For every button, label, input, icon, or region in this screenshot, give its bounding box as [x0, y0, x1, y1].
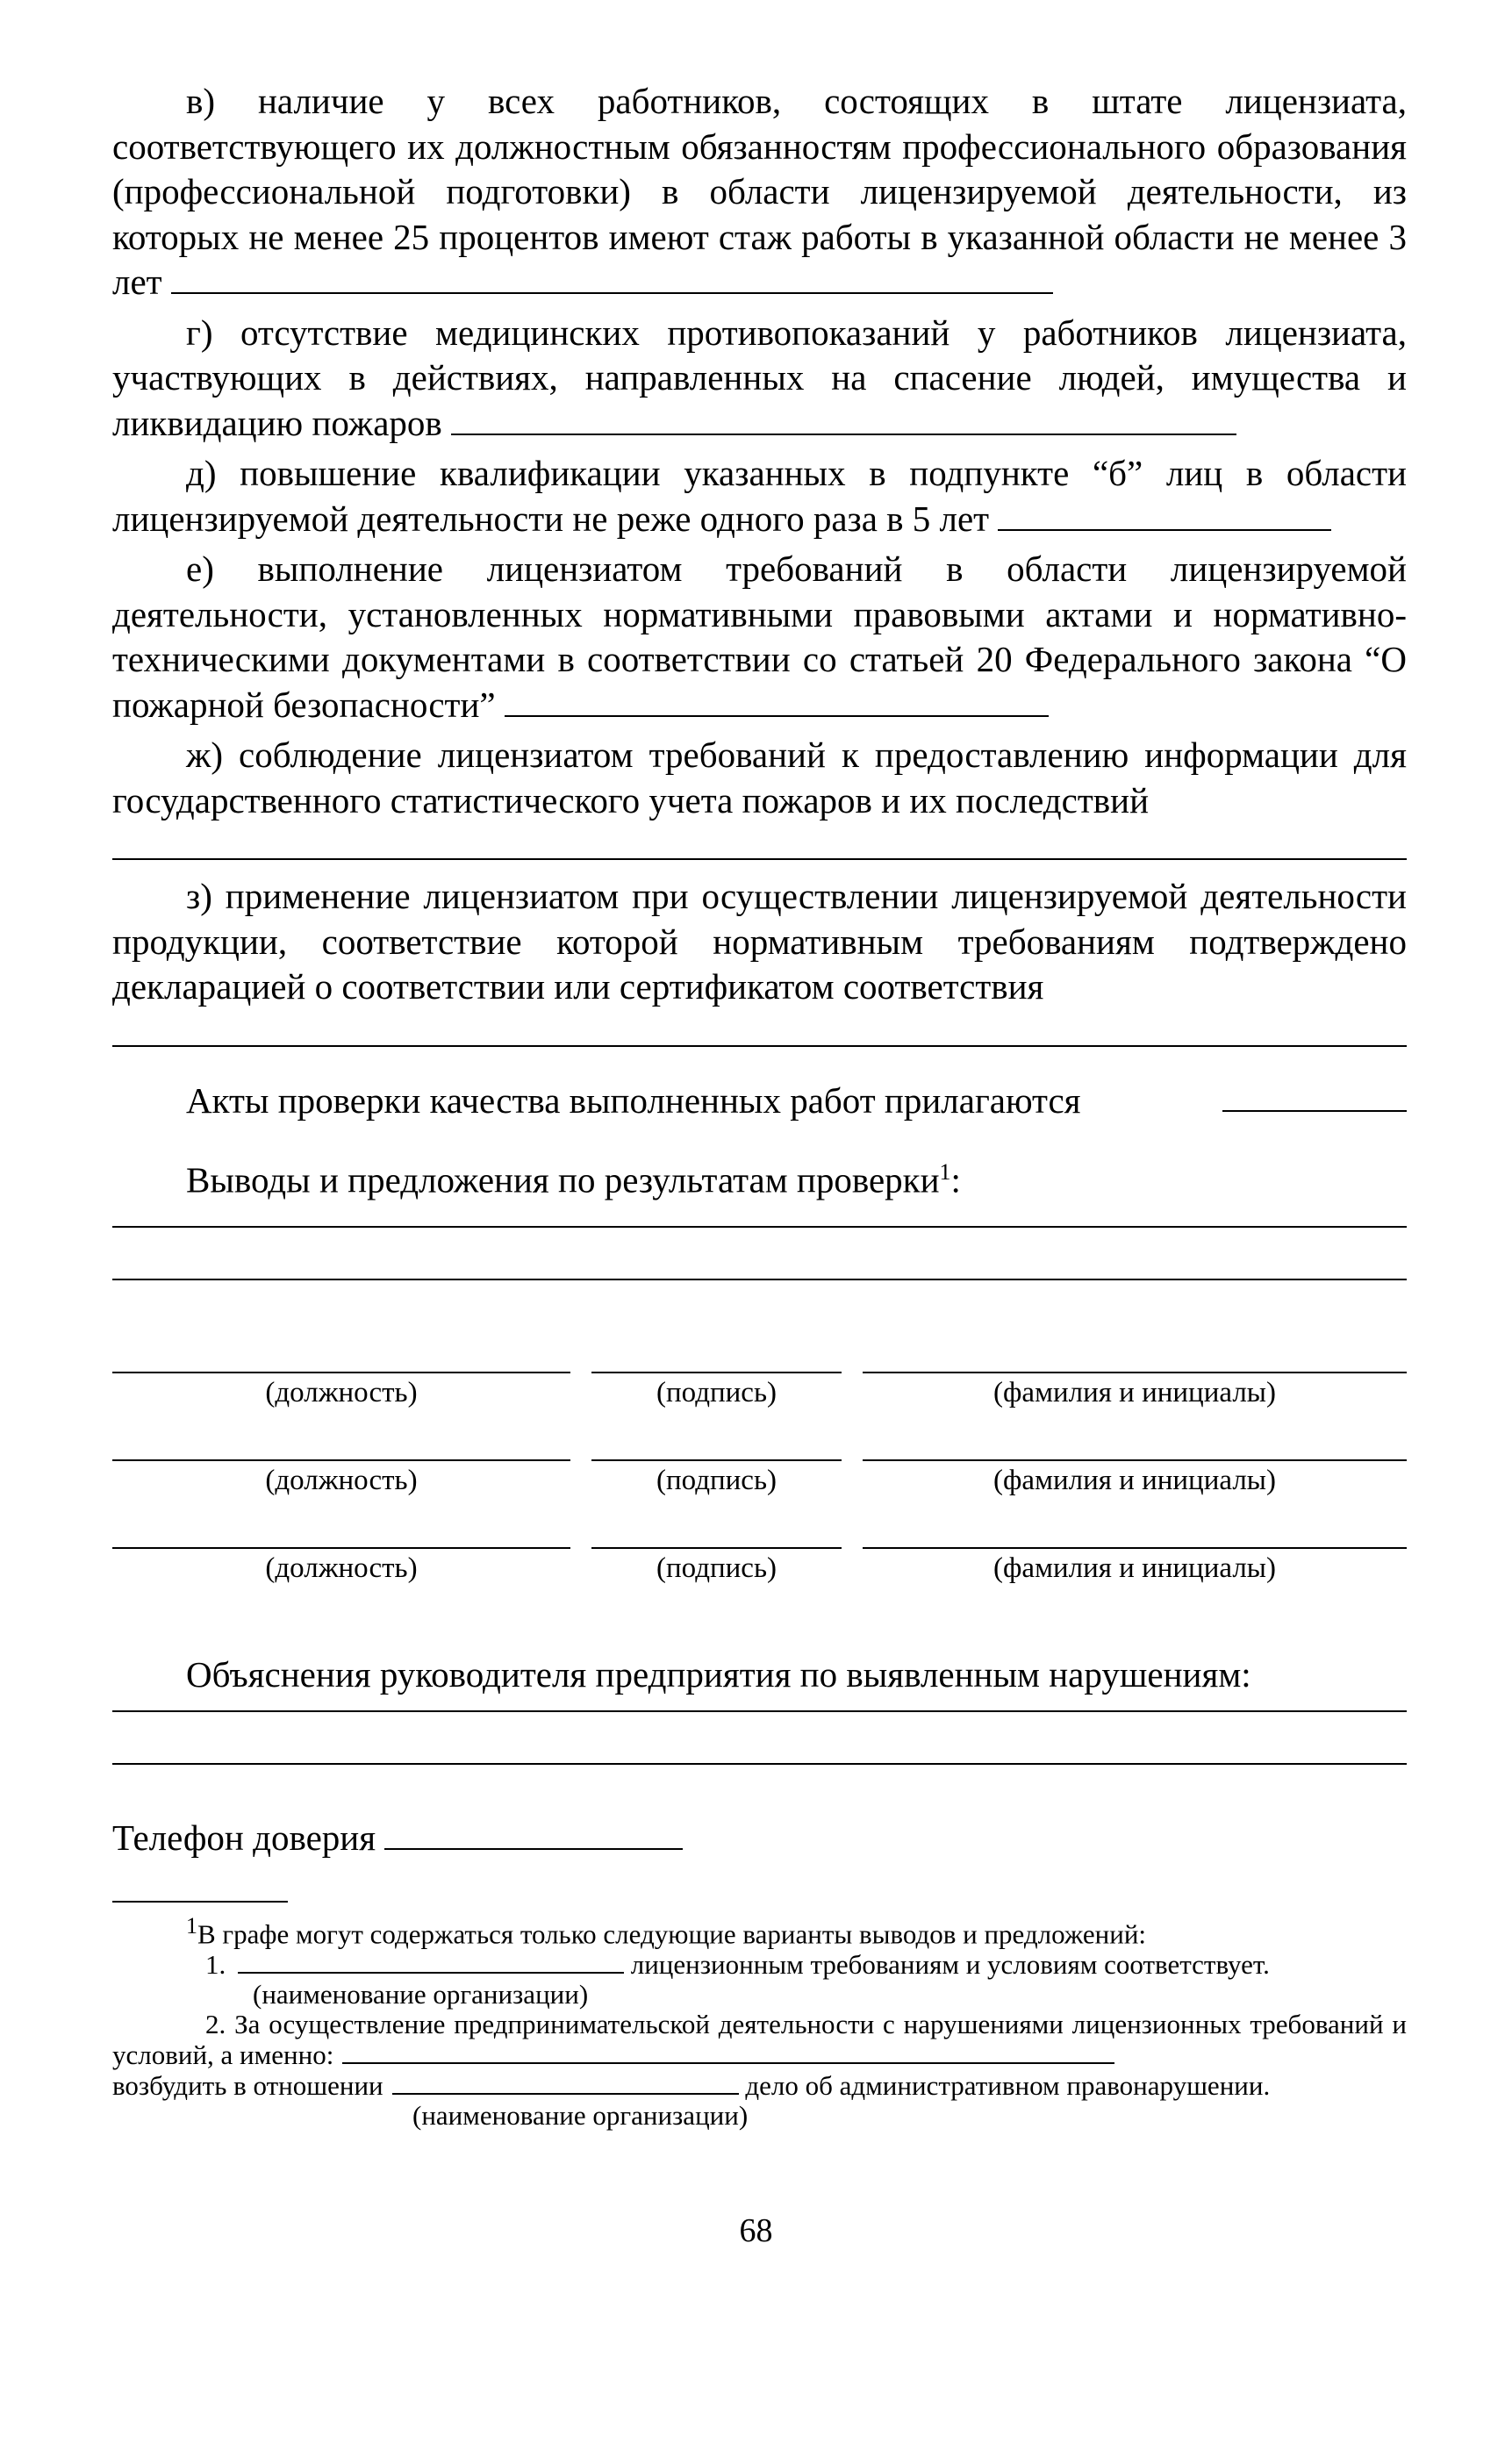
footnote-intro	[112, 1911, 1407, 1949]
item-g	[112, 311, 1407, 447]
signature-row-1	[112, 1372, 1407, 1459]
item-v	[112, 79, 1407, 305]
signature-line[interactable]	[591, 1372, 842, 1373]
footnote-mark: 1	[186, 1912, 197, 1939]
item-z	[112, 874, 1407, 1010]
footnote-violations-fill-line[interactable]	[342, 2039, 1114, 2064]
name-line[interactable]	[863, 1547, 1407, 1549]
footnote-intro-text: В графе могут содержаться только следующие варианты выводов и предложений:	[197, 1917, 1147, 1949]
trust-phone-row	[112, 1816, 1407, 1860]
footnote-item-2-line-b	[112, 2070, 1407, 2101]
footnote-org-fill-line-2[interactable]	[392, 2070, 739, 2095]
item-e-fill-line[interactable]	[505, 684, 1049, 717]
item-v-fill-line[interactable]	[171, 261, 1053, 294]
explanations-label: Объяснения руководителя предприятия по выявленным нарушениям:	[186, 1654, 1251, 1695]
name-caption: (фамилия и инициалы)	[993, 1552, 1276, 1585]
footnote-item-2-prefix: возбудить в отношении	[112, 2069, 383, 2101]
signature-row-3	[112, 1547, 1407, 1635]
item-d-fill-line[interactable]	[998, 498, 1331, 531]
position-caption: (должность)	[265, 1552, 418, 1585]
signature-caption: (подпись)	[656, 1377, 777, 1409]
footnote-item-2	[112, 2010, 1407, 2070]
item-e-text: е) выполнение лицензиатом требований в области лицензируемой деятельности, установленных нормативными правовыми актами и нормативно-техническими документами в соответствии со статьей 20 Федерального закона “О пожарной безопасности”	[112, 548, 1407, 725]
item-zh-fill-line[interactable]	[112, 858, 1407, 860]
explanations-line-1[interactable]	[112, 1710, 1407, 1712]
item-d	[112, 451, 1407, 541]
item-d-text: д) повышение квалификации указанных в подпункте “б” лиц в области лицензируемой деятельности не реже одного раза в 5 лет	[112, 453, 1407, 539]
position-line[interactable]	[112, 1547, 570, 1549]
footnote-mark: 1	[939, 1159, 951, 1185]
name-caption: (фамилия и инициалы)	[993, 1377, 1276, 1409]
position-caption: (должность)	[265, 1377, 418, 1409]
signature-line[interactable]	[591, 1459, 842, 1461]
footnote-org-caption-2: (наименование организации)	[412, 2099, 749, 2131]
document-page	[112, 79, 1407, 2131]
signature-caption: (подпись)	[656, 1552, 777, 1585]
trust-phone-fill-line[interactable]	[384, 1817, 683, 1850]
explanations-line-2[interactable]	[112, 1763, 1407, 1765]
footnote-item-1	[112, 1949, 1407, 1980]
trust-phone-label: Телефон доверия	[112, 1817, 376, 1858]
footnote-item-2-suffix: дело об административном правонарушении.	[745, 2069, 1271, 2101]
item-v-text: в) наличие у всех работников, состоящих в штате лицензиата, соответствующего их должностным обязанностям профессионального образования (профессиональной подготовки) в области лицензируемой деятельности, из которых не менее 25 процентов имеют стаж работы в указанной области не менее 3 лет	[112, 81, 1407, 302]
item-g-text: г) отсутствие медицинских противопоказаний у работников лицензиата, участвующих в действиях, направленных на спасение людей, имущества и ликвидацию пожаров	[112, 312, 1407, 443]
footnote-org-fill-line[interactable]	[238, 1949, 624, 1974]
item-z-text: з) применение лицензиатом при осуществлении лицензируемой деятельности продукции, соответствие которой нормативным требованиям подтверждено декларацией о соответствии или сертификатом соответствия	[112, 876, 1407, 1007]
item-g-fill-line[interactable]	[451, 402, 1236, 435]
signature-caption: (подпись)	[656, 1465, 777, 1497]
conclusions-row: Выводы и предложения по результатам проверки$^1$:	[186, 1159, 961, 1200]
item-z-fill-line[interactable]	[112, 1045, 1407, 1047]
footnote-org-caption-1: (наименование организации)	[253, 1978, 589, 2010]
conclusions-line-1[interactable]	[112, 1226, 1407, 1228]
position-line[interactable]	[112, 1459, 570, 1461]
acts-row	[112, 1079, 1407, 1124]
footnote-item-2-text: 2. За осуществление предпринимательской деятельности с нарушениями лицензионных требований и условий, а именно:	[112, 2008, 1407, 2070]
signature-line[interactable]	[591, 1547, 842, 1549]
item-zh	[112, 733, 1407, 823]
name-caption: (фамилия и инициалы)	[993, 1465, 1276, 1497]
position-line[interactable]	[112, 1372, 570, 1373]
acts-fill-line[interactable]	[1222, 1079, 1407, 1112]
position-caption: (должность)	[265, 1465, 418, 1497]
footnote-item-1-text: лицензионным требованиям и условиям соответствует.	[630, 1948, 1270, 1980]
footnote-item-1-number: 1.	[205, 1948, 226, 1980]
name-line[interactable]	[863, 1459, 1407, 1461]
conclusions-label: Выводы и предложения по результатам проверки	[186, 1159, 940, 1200]
name-line[interactable]	[863, 1372, 1407, 1373]
signature-row-2	[112, 1459, 1407, 1547]
item-e	[112, 547, 1407, 727]
footnote-separator	[112, 1901, 288, 1903]
page-number: 68	[739, 2212, 773, 2249]
item-zh-text: ж) соблюдение лицензиатом требований к предоставлению информации для государственного статистического учета пожаров и их последствий	[112, 735, 1407, 821]
acts-label: Акты проверки качества выполненных работ прилагаются	[186, 1079, 1081, 1121]
